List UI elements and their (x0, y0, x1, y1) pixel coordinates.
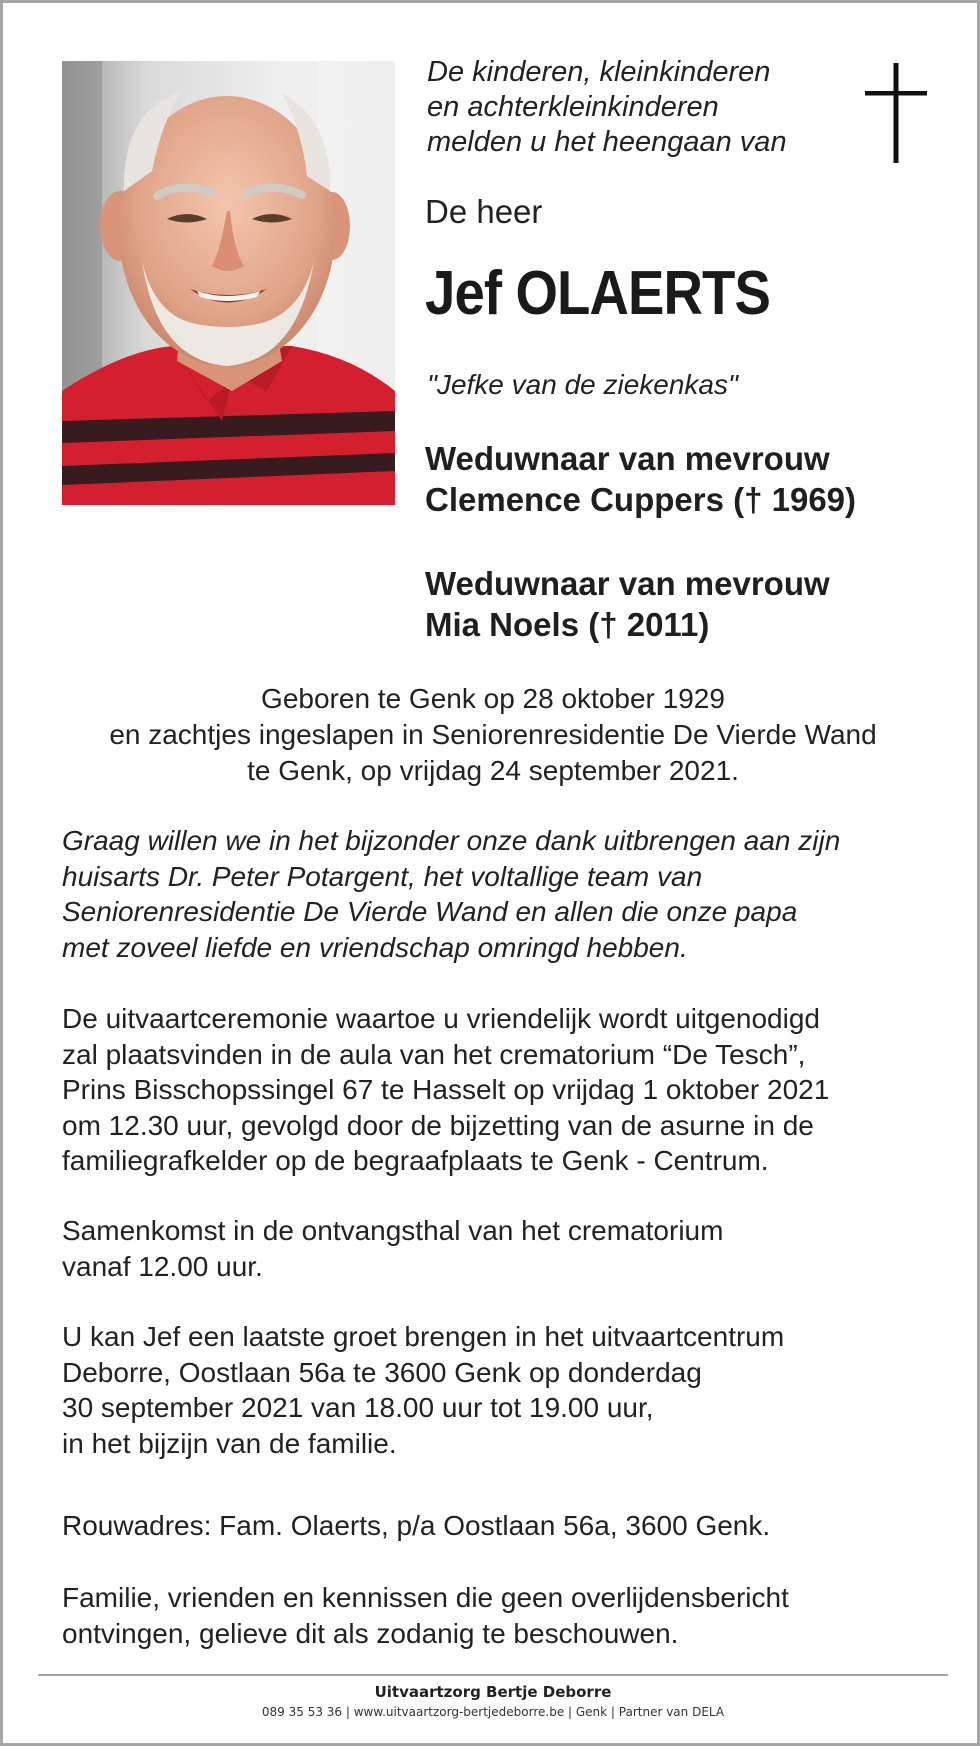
deceased-name: Jef OLAERTS (425, 259, 771, 328)
farewell-line: U kan Jef een laatste groet brengen in het uitvaartcentrum (62, 1321, 785, 1352)
gathering-line: Samenkomst in de ontvangsthal van het crematorium (62, 1215, 724, 1246)
widower-title: Weduwnaar van mevrouw (425, 565, 830, 602)
farewell-line: Deborre, Oostlaan 56a te 3600 Genk op donderdag (62, 1356, 702, 1388)
thanks-line: met zoveel liefde en vriendschap omringd hebben. (62, 931, 688, 963)
birth-death-text (43, 681, 943, 789)
footer-divider (38, 1674, 948, 1676)
mourning-address-line: Rouwadres: Fam. Olaerts, p/a Oostlaan 56a, 3600 Genk. (62, 1510, 771, 1541)
nickname: "Jefke van de ziekenkas" (427, 369, 738, 400)
honorific: De heer (425, 193, 543, 230)
ceremony-line: familiegrafkelder op de begraafplaats te Genk - Centrum. (62, 1145, 769, 1176)
farewell-line: in het bijzijn van de familie. (62, 1427, 397, 1459)
thanks-line: Graag willen we in het bijzonder onze dank uitbrengen aan zijn (62, 825, 841, 856)
widower-block-first (425, 438, 856, 520)
intro-text (427, 55, 827, 160)
thanks-line: huisarts Dr. Peter Potargent, het voltallige team van (62, 860, 703, 892)
notice-line: ontvingen, gelieve dit als zodanig te beschouwen. (62, 1617, 679, 1649)
farewell-paragraph (62, 1319, 784, 1461)
birth-line: te Genk, op vrijdag 24 september 2021. (247, 755, 739, 786)
intro-line: en achterkleinkinderen (427, 91, 719, 123)
thanks-line: Seniorenresidentie De Vierde Wand en allen die onze papa (62, 896, 798, 927)
intro-line: melden u het heengaan van (427, 126, 787, 158)
intro-line: De kinderen, kleinkinderen (427, 56, 771, 88)
ceremony-line: om 12.30 uur, gevolgd door de bijzetting van de asurne in de (62, 1109, 814, 1141)
gathering-line: vanaf 12.00 uur. (62, 1250, 263, 1282)
footer-contact-info: 089 35 53 36 | www.uitvaartzorg-bertjedeborre.be | Genk | Partner van DELA (261, 1705, 725, 1719)
ceremony-line: Prins Bisschopssingel 67 te Hasselt op vrijdag 1 oktober 2021 (62, 1074, 830, 1105)
ceremony-paragraph (62, 1001, 829, 1179)
thanks-paragraph (62, 823, 840, 965)
footer-title: Uitvaartzorg Bertje Deborre (374, 1683, 612, 1701)
widower-spouse: Clemence Cuppers († 1969) (425, 481, 857, 518)
ceremony-line: zal plaatsvinden in de aula van het crematorium “De Tesch”, (62, 1038, 806, 1070)
birth-line: Geboren te Genk op 28 oktober 1929 (261, 683, 725, 714)
gathering-paragraph (62, 1213, 723, 1284)
notice-paragraph (62, 1580, 789, 1651)
birth-line: en zachtjes ingeslapen in Seniorenresidentie De Vierde Wand (109, 719, 877, 750)
portrait-photo (62, 61, 395, 505)
widower-spouse: Mia Noels († 2011) (425, 606, 710, 643)
farewell-line: 30 september 2021 van 18.00 uur tot 19.00 uur, (62, 1392, 654, 1423)
mourning-address (62, 1508, 770, 1544)
cross-icon (865, 63, 927, 163)
widower-block-second (425, 563, 830, 645)
notice-line: Familie, vrienden en kennissen die geen overlijdensbericht (62, 1582, 789, 1613)
ceremony-line: De uitvaartceremonie waartoe u vriendelijk wordt uitgenodigd (62, 1003, 820, 1034)
widower-title: Weduwnaar van mevrouw (425, 440, 830, 477)
